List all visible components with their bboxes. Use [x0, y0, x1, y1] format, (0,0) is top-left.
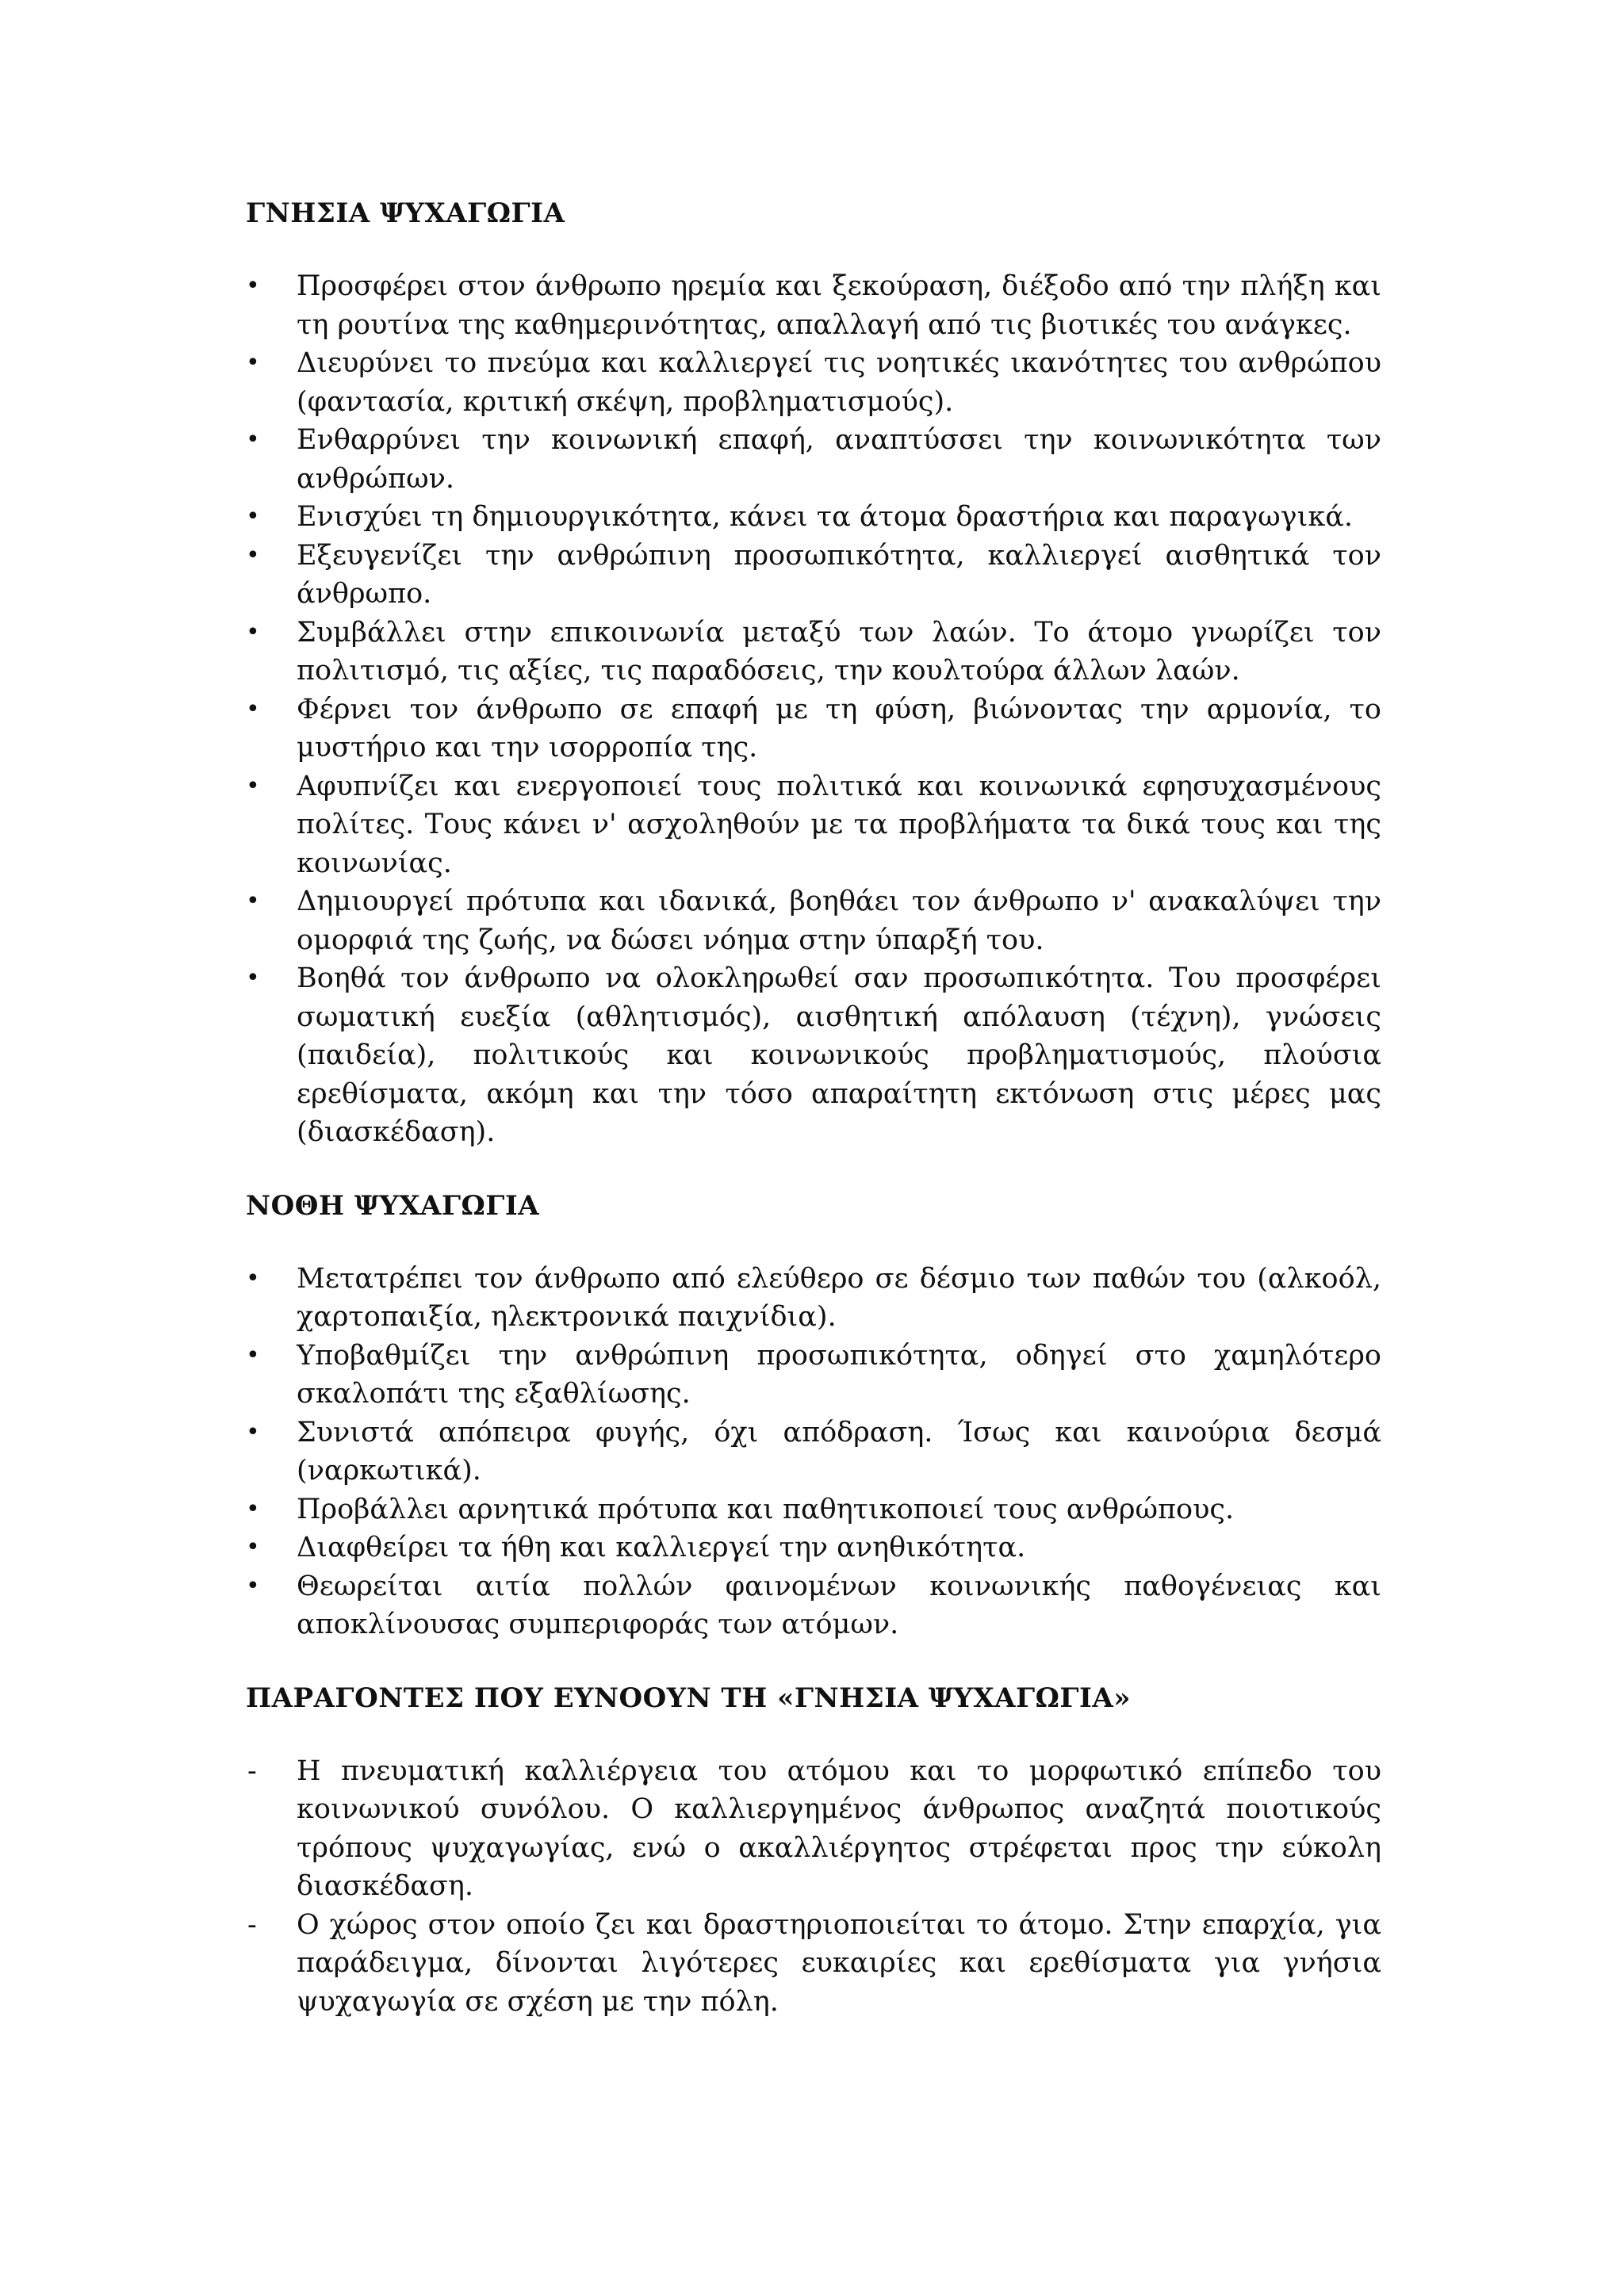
- bullet-icon: •: [246, 1571, 260, 1600]
- bullet-icon: •: [246, 1494, 260, 1523]
- list-item: [246, 344, 1381, 421]
- list-item: [246, 1260, 1381, 1337]
- list-item-text: Συνιστά απόπειρα φυγής, όχι απόδραση. Ίσως και καινούρια δεσμά (ναρκωτικά).: [297, 1416, 1381, 1487]
- list-item-text: Θεωρείται αιτία πολλών φαινομένων κοινωνικής παθογένειας και αποκλίνουσας συμπεριφοράς των ατόμων.: [297, 1570, 1381, 1640]
- list-item: [246, 498, 1381, 537]
- dash-marker: -: [247, 1908, 257, 1941]
- bullet-icon: •: [246, 503, 260, 530]
- dash-marker: -: [247, 1755, 257, 1787]
- list-item-text: Διαφθείρει τα ήθη και καλλιεργεί την ανηθικότητα.: [297, 1532, 1026, 1563]
- section-heading-genuine-entertainment: ΓΝΗΣΙΑ ΨΥΧΑΓΩΓΙΑ: [246, 197, 565, 229]
- list-item: [246, 1490, 1381, 1529]
- bullet-icon: •: [246, 426, 260, 453]
- bullet-icon: •: [246, 887, 260, 915]
- favoring-factors-list: [246, 1752, 1381, 2022]
- list-item-text: Βοηθά τον άνθρωπο να ολοκληρωθεί σαν προσωπικότητα. Του προσφέρει σωματική ευεξία (αθλητισμός), αισθητική απόλαυση (τέχνη), γνώσεις (παιδεία), πολιτικούς και κοινωνικούς προβληματισμούς, πλούσια ερεθίσματα, ακόμη και την τόσο απαραίτητη εκτόνωση στις μέρες μας (διασκέδαση).: [297, 962, 1381, 1148]
- list-item-text: Ο χώρος στον οποίο ζει και δραστηριοποιείται το άτομο. Στην επαρχία, για παράδειγμα, δίνονται λιγότερες ευκαιρίες και ερεθίσματα για γνήσια ψυχαγωγία σε σχέση με την πόλη.: [297, 1908, 1381, 2018]
- list-item-text: Αφυπνίζει και ενεργοποιεί τους πολιτικά και κοινωνικά εφησυχασμένους πολίτες. Τους κάνει ν' ασχοληθούν με τα προβλήματα τα δικά τους και της κοινωνίας.: [297, 770, 1381, 879]
- list-item-text: Δημιουργεί πρότυπα και ιδανικά, βοηθάει τον άνθρωπο ν' ανακαλύψει την ομορφιά της ζωής, να δώσει νόημα στην ύπαρξή του.: [297, 886, 1381, 956]
- list-item-text: Προβάλλει αρνητικά πρότυπα και παθητικοποιεί τους ανθρώπους.: [297, 1493, 1235, 1525]
- section-heading-false-entertainment: ΝΟΘΗ ΨΥΧΑΓΩΓΙΑ: [246, 1189, 540, 1222]
- bullet-icon: •: [246, 272, 260, 300]
- bullet-icon: •: [246, 1418, 260, 1446]
- list-item: [246, 1414, 1381, 1490]
- list-item-text: Διευρύνει το πνεύμα και καλλιεργεί τις νοητικές ικανότητες του ανθρώπου (φαντασία, κριτική σκέψη, προβληματισμούς).: [297, 347, 1381, 418]
- list-item: [246, 1906, 1381, 2022]
- bullet-icon: •: [246, 695, 260, 723]
- list-item-text: Προσφέρει στον άνθρωπο ηρεμία και ξεκούραση, διέξοδο από την πλήξη και τη ρουτίνα της καθημερινότητας, απαλλαγή από τις βιοτικές του ανάγκες.: [297, 270, 1381, 341]
- bullet-icon: •: [246, 1264, 260, 1292]
- list-item: [246, 537, 1381, 614]
- list-item: [246, 1529, 1381, 1567]
- list-item-text: Η πνευματική καλλιέργεια του ατόμου και το μορφωτικό επίπεδο του κοινωνικού συνόλου. Ο καλλιεργημένος άνθρωπος αναζητά ποιοτικούς τρόπους ψυχαγωγίας, ενώ ο ακαλλιέργητος στρέφεται προς την εύκολη διασκέδαση.: [297, 1755, 1381, 1902]
- document-body: [246, 194, 1381, 2021]
- bullet-icon: •: [246, 1533, 260, 1561]
- list-item: [246, 614, 1381, 691]
- list-item: [246, 267, 1381, 344]
- list-item: [246, 767, 1381, 883]
- list-item: [246, 1337, 1381, 1414]
- list-item-text: Μετατρέπει τον άνθρωπο από ελεύθερο σε δέσμιο των παθών του (αλκοόλ, χαρτοπαιξία, ηλεκτρονικά παιχνίδια).: [297, 1262, 1381, 1333]
- list-item: [246, 1752, 1381, 1906]
- list-item-text: Φέρνει τον άνθρωπο σε επαφή με τη φύση, βιώνοντας την αρμονία, το μυστήριο και την ισορροπία της.: [297, 693, 1381, 763]
- bullet-icon: •: [246, 771, 260, 800]
- list-item: [246, 691, 1381, 767]
- list-item: [246, 959, 1381, 1152]
- false-entertainment-list: [246, 1260, 1381, 1644]
- list-item-text: Υποβαθμίζει την ανθρώπινη προσωπικότητα, οδηγεί στο χαμηλότερο σκαλοπάτι της εξαθλίωσης.: [297, 1339, 1381, 1410]
- list-item-text: Εξευγενίζει την ανθρώπινη προσωπικότητα, καλλιεργεί αισθητικά τον άνθρωπο.: [297, 539, 1381, 610]
- list-item-text: Συμβάλλει στην επικοινωνία μεταξύ των λαών. Το άτομο γνωρίζει τον πολιτισμό, τις αξίες, τις παραδόσεις, την κουλτούρα άλλων λαών.: [297, 616, 1381, 687]
- bullet-icon: •: [246, 541, 260, 569]
- list-item-text: Ενισχύει τη δημιουργικότητα, κάνει τα άτομα δραστήρια και παραγωγικά.: [297, 501, 1353, 533]
- section-heading-favoring-factors: ΠΑΡΑΓΟΝΤΕΣ ΠΟΥ ΕΥΝΟΟΥΝ ΤΗ «ΓΝΗΣΙΑ ΨΥΧΑΓΩΓΙΑ»: [246, 1682, 1132, 1714]
- bullet-icon: •: [246, 964, 260, 992]
- list-item: [246, 421, 1381, 498]
- bullet-icon: •: [246, 618, 260, 646]
- list-item-text: Ενθαρρύνει την κοινωνική επαφή, αναπτύσσει την κοινωνικότητα των ανθρώπων.: [297, 424, 1381, 495]
- list-item: [246, 882, 1381, 959]
- bullet-icon: •: [246, 1341, 260, 1369]
- list-item: [246, 1567, 1381, 1644]
- bullet-icon: •: [246, 349, 260, 377]
- genuine-entertainment-list: [246, 267, 1381, 1152]
